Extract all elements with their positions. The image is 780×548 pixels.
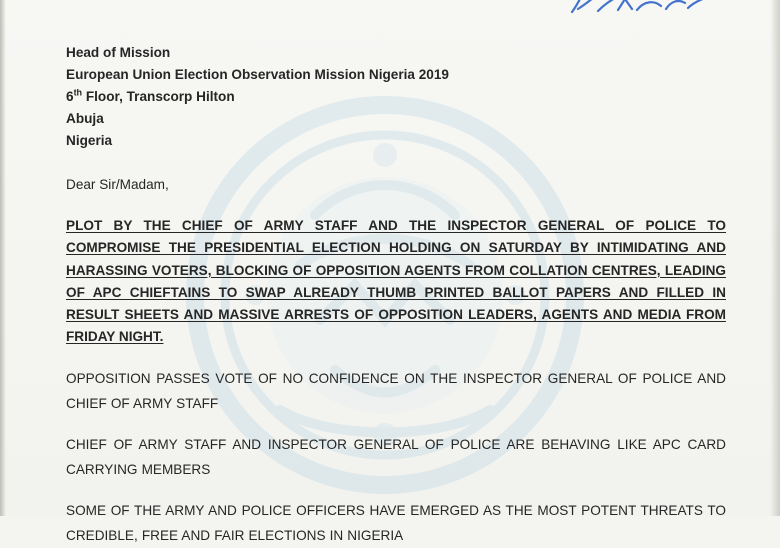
letter-body xyxy=(66,42,726,548)
left-page-shadow xyxy=(0,0,6,516)
address-line-floor xyxy=(66,86,726,108)
address-line-city: Abuja xyxy=(66,111,104,126)
paragraph-card-carrying-members: CHIEF OF ARMY STAFF AND INSPECTOR GENERAL OF POLICE ARE BEHAVING LIKE APC CARD CARRYING MEMBERS xyxy=(66,436,726,477)
address-line-mission: European Union Election Observation Mission Nigeria 2019 xyxy=(66,67,449,82)
right-page-shadow xyxy=(770,0,780,516)
address-line-title: Head of Mission xyxy=(66,45,171,60)
floor-ordinal-suffix: th xyxy=(73,87,83,98)
salutation: Dear Sir/Madam, xyxy=(66,177,169,192)
blue-handwritten-annotation xyxy=(570,0,710,18)
floor-text: Floor, Transcorp Hilton xyxy=(82,89,235,104)
paragraph-vote-of-no-confidence: OPPOSITION PASSES VOTE OF NO CONFIDENCE ON THE INSPECTOR GENERAL OF POLICE AND CHIEF OF ARMY STAFF xyxy=(66,370,726,411)
paragraph-potent-threats: SOME OF THE ARMY AND POLICE OFFICERS HAVE EMERGED AS THE MOST POTENT THREATS TO CREDIBLE, FREE AND FAIR ELECTIONS IN NIGERIA xyxy=(66,502,726,543)
headline: PLOT BY THE CHIEF OF ARMY STAFF AND THE INSPECTOR GENERAL OF POLICE TO COMPROMISE THE PRESIDENTIAL ELECTION HOLDING ON SATURDAY BY INTIMIDATING AND HARASSING VOTERS, BLOCKING OF OPPOSITION AGENTS FROM COLLATION CENTRES, LEADING OF APC CHIEFTAINS TO SWAP ALREADY THUMB PRINTED BALLOT PAPERS AND FILLED IN RESULT SHEETS AND MASSIVE ARRESTS OF OPPOSITION LEADERS, AGENTS AND MEDIA FROM FRIDAY NIGHT. xyxy=(66,218,726,345)
address-line-country: Nigeria xyxy=(66,133,113,148)
floor-number: 6 xyxy=(66,89,74,104)
recipient-address xyxy=(66,42,726,152)
